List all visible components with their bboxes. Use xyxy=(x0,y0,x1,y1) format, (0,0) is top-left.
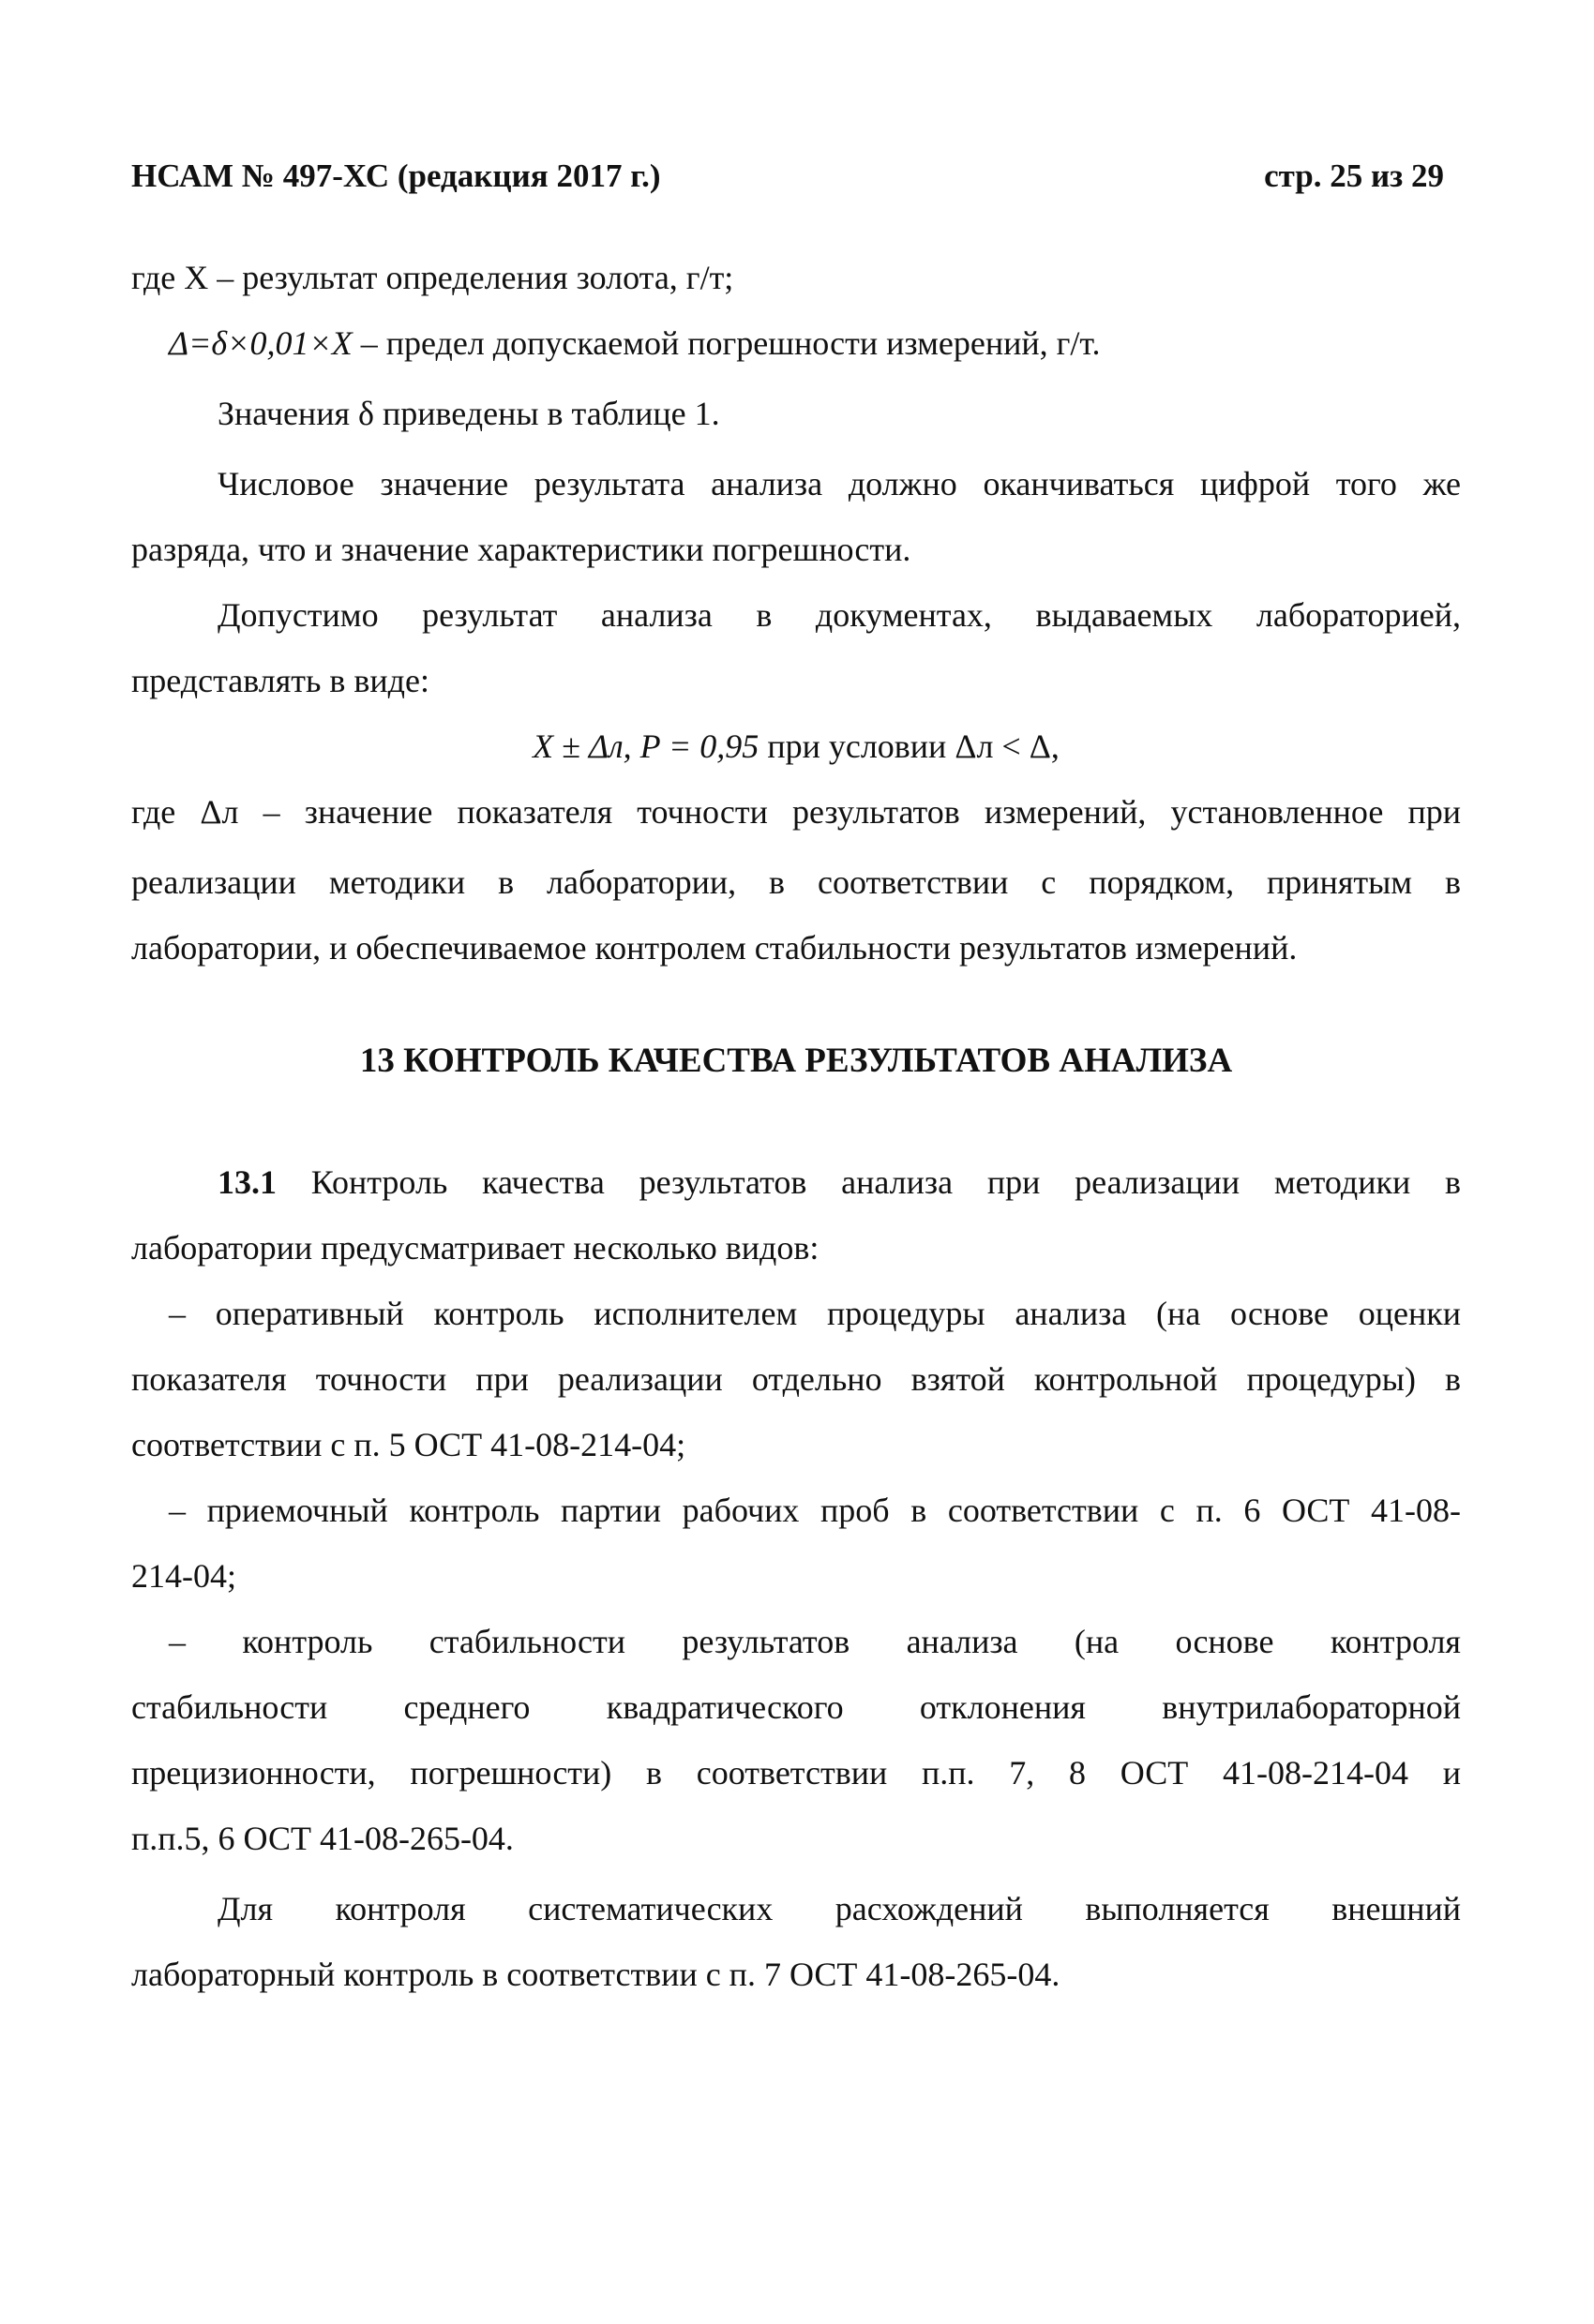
bullet1-line1: – оперативный контроль исполнителем процедуры анализа (на основе оценки xyxy=(169,1295,1461,1332)
body-line-10: реализации методики в лаборатории, в соответствии с порядком, принятым в xyxy=(131,863,1461,901)
body-line-7: представлять в виде: xyxy=(131,662,429,699)
tolerance-formula: Δ=δ×0,01×X xyxy=(169,324,353,362)
body-line-5: разряда, что и значение характеристики погрешности. xyxy=(131,531,911,568)
document-id: НСАМ № 497-ХС (редакция 2017 г.) xyxy=(131,157,661,194)
bullet1-line2: показателя точности при реализации отдельно взятой контрольной процедуры) в xyxy=(131,1360,1461,1398)
body-line-4: Числовое значение результата анализа должно оканчиваться цифрой того же xyxy=(218,465,1461,502)
body-line-11: лаборатории, и обеспечиваемое контролем стабильности результатов измерений. xyxy=(131,929,1298,967)
section-para1-line1 xyxy=(218,1162,1461,1202)
body-line-2 xyxy=(169,323,1461,363)
body-line-3: Значения δ приведены в таблице 1. xyxy=(218,395,720,432)
bullet2-line1: – приемочный контроль партии рабочих проб в соответствии с п. 6 ОСТ 41-08- xyxy=(169,1492,1461,1529)
section-title: 13 КОНТРОЛЬ КАЧЕСТВА РЕЗУЛЬТАТОВ АНАЛИЗА xyxy=(359,1042,1233,1080)
result-formula-condition: при условии Δл < Δ, xyxy=(759,727,1060,765)
page-number: стр. 25 из 29 xyxy=(1264,157,1444,194)
bullet3-line4: п.п.5, 6 ОСТ 41-08-265-04. xyxy=(131,1820,514,1857)
section-para2-line1: Для контроля систематических расхождений выполняется внешний xyxy=(218,1890,1461,1927)
result-formula xyxy=(131,727,1461,766)
tolerance-formula-text: – предел допускаемой погрешности измерений, г/т. xyxy=(352,324,1101,362)
body-line-6: Допустимо результат анализа в документах, выдаваемых лабораторией, xyxy=(218,596,1461,634)
bullet3-line2: стабильности среднего квадратического отклонения внутрилабораторной xyxy=(131,1688,1461,1726)
section-para1-line2: лаборатории предусматривает несколько видов: xyxy=(131,1229,820,1267)
bullet3-line1: – контроль стабильности результатов анализа (на основе контроля xyxy=(169,1623,1461,1660)
bullet2-line2: 214-04; xyxy=(131,1557,236,1595)
section-para2-line2: лабораторный контроль в соответствии с п. 7 ОСТ 41-08-265-04. xyxy=(131,1956,1060,1993)
bullet3-line3: прецизионности, погрешности) в соответствии п.п. 7, 8 ОСТ 41-08-214-04 и xyxy=(131,1754,1461,1792)
body-line-1: где X – результат определения золота, г/т; xyxy=(131,259,734,296)
bullet1-line3: соответствии с п. 5 ОСТ 41-08-214-04; xyxy=(131,1426,686,1463)
clause-text: Контроль качества результатов анализа при реализации методики в xyxy=(277,1163,1461,1201)
body-line-9: где Δл – значение показателя точности результатов измерений, установленное при xyxy=(131,793,1461,831)
result-formula-expr: X ± Δл, P = 0,95 xyxy=(533,727,759,765)
clause-number: 13.1 xyxy=(218,1163,277,1201)
